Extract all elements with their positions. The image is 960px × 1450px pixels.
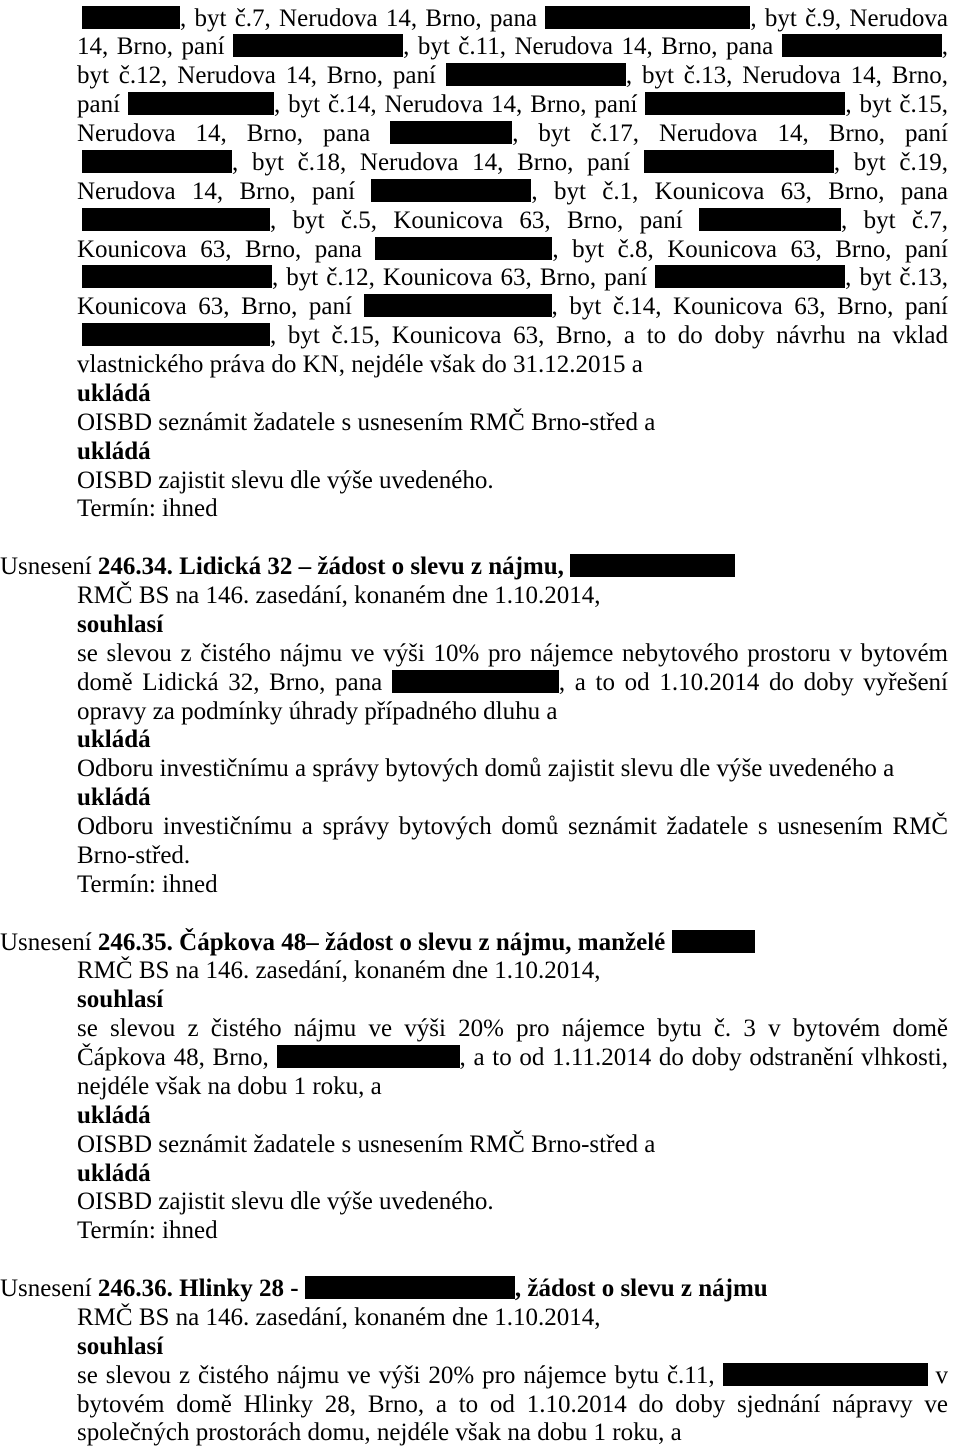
approval-verb-line xyxy=(77,1333,948,1362)
redaction-box xyxy=(82,323,270,346)
text-line xyxy=(77,236,948,265)
redaction-box xyxy=(545,6,750,29)
order-verb: ukládá xyxy=(77,1101,151,1129)
line-text: , byt č.9, Nerudova xyxy=(750,4,948,32)
body-line xyxy=(77,1044,948,1073)
redaction-box xyxy=(364,294,552,317)
previous-resolution-continuation xyxy=(0,5,960,525)
order-verb: ukládá xyxy=(77,726,151,754)
body-text: se slevou z čistého nájmu ve výši 20% pro nájemce bytu č.11, xyxy=(77,1361,723,1389)
text-line xyxy=(77,322,948,351)
redaction-box xyxy=(82,150,232,173)
body-text: se slevou z čistého nájmu ve výši 20% pro nájemce bytu č. 3 v bytovém domě xyxy=(77,1015,948,1043)
order-text-line xyxy=(77,409,948,438)
order-verb-line xyxy=(77,1102,948,1131)
line-text: paní xyxy=(77,91,128,119)
text-line xyxy=(77,264,948,293)
approval-verb: souhlasí xyxy=(77,986,164,1014)
redaction-box xyxy=(371,179,531,202)
line-text: Nerudova 14, Brno, paní xyxy=(77,177,372,205)
redaction-box xyxy=(446,63,626,86)
meeting-line xyxy=(77,582,948,611)
redaction-box xyxy=(672,930,755,953)
body-text: opravy za podmínky úhrady případného dluhu a xyxy=(77,697,558,725)
body-text: nejdéle však na dobu 1 roku, a xyxy=(77,1072,382,1100)
line-text: , byt č.11, Nerudova 14, Brno, pana xyxy=(403,33,782,61)
order-verb-line xyxy=(77,380,948,409)
order-text: OISBD seznámit žadatele s usnesením RMČ Brno-střed a xyxy=(77,408,656,436)
line-text: , byt č.8, Kounicova 63, Brno, paní xyxy=(552,235,948,263)
deadline-line xyxy=(77,495,948,524)
resolution-label: Usnesení xyxy=(0,553,92,581)
line-text: , byt č.15, Kounicova 63, Brno, a to do doby návrhu na vklad xyxy=(270,322,948,350)
redaction-box xyxy=(233,34,403,57)
order-verb: ukládá xyxy=(77,437,151,465)
redaction-box xyxy=(655,265,845,288)
redaction-box xyxy=(723,1363,928,1386)
redaction-box xyxy=(277,1045,460,1068)
body-line xyxy=(77,1073,948,1102)
text-line xyxy=(77,5,948,34)
text-line xyxy=(77,91,948,120)
body-text: se slevou z čistého nájmu ve výši 10% pro nájemce nebytového prostoru v bytovém xyxy=(77,639,948,667)
order-text: Brno-střed. xyxy=(77,841,191,869)
approval-verb: souhlasí xyxy=(77,610,164,638)
deadline-line xyxy=(77,1217,948,1246)
line-text: , byt č.13, xyxy=(845,264,949,292)
redaction-box xyxy=(644,150,834,173)
resolution-title: 246.36. Hlinky 28 - xyxy=(97,1275,305,1303)
order-text-line xyxy=(77,755,948,784)
text-line xyxy=(77,351,948,380)
resolution-246-35 xyxy=(0,929,960,1247)
order-text-line xyxy=(77,842,948,871)
redaction-box xyxy=(390,121,512,144)
resolution-heading xyxy=(0,553,948,582)
redaction-box xyxy=(82,265,272,288)
order-text-line xyxy=(77,1131,948,1160)
line-text: , byt č.18, Nerudova 14, Brno, paní xyxy=(232,148,644,176)
line-text: byt č.12, Nerudova 14, Brno, paní xyxy=(77,62,446,90)
redaction-box xyxy=(375,237,552,260)
meeting-text: RMČ BS na 146. zasedání, konaném dne 1.10.2014, xyxy=(77,957,601,985)
line-text: , byt č.5, Kounicova 63, Brno, paní xyxy=(270,206,699,234)
body-line xyxy=(77,640,948,669)
order-verb: ukládá xyxy=(77,1159,151,1187)
order-verb: ukládá xyxy=(77,784,151,812)
line-text: , byt č.7, xyxy=(841,206,948,234)
body-line xyxy=(77,1391,948,1420)
body-text: , a to od 1.10.2014 do doby vyřešení xyxy=(558,668,948,696)
order-text: OISBD zajistit slevu dle výše uvedeného. xyxy=(77,466,494,494)
body-line xyxy=(77,1015,948,1044)
redaction-box xyxy=(305,1276,515,1299)
resolution-246-34 xyxy=(0,553,960,900)
deadline-line xyxy=(77,871,948,900)
redaction-box xyxy=(82,6,180,29)
body-text: domě Lidická 32, Brno, pana xyxy=(77,668,392,696)
body-line xyxy=(77,669,948,698)
deadline: Termín: ihned xyxy=(77,1217,218,1245)
resolution-title: , žádost o slevu z nájmu xyxy=(514,1275,768,1303)
redaction-box xyxy=(782,34,942,57)
approval-verb: souhlasí xyxy=(77,1332,164,1360)
order-verb-line xyxy=(77,784,948,813)
line-text: , byt č.15, xyxy=(845,91,949,119)
order-text: OISBD zajistit slevu dle výše uvedeného. xyxy=(77,1188,494,1216)
paragraph-gap xyxy=(0,524,960,553)
redaction-box xyxy=(128,92,274,115)
line-text: , xyxy=(941,33,948,61)
resolution-title: 246.34. Lidická 32 – žádost o slevu z nájmu, xyxy=(97,553,571,581)
text-line xyxy=(77,149,948,178)
text-line xyxy=(77,293,948,322)
order-text-line xyxy=(77,467,948,496)
resolution-heading xyxy=(0,1275,948,1304)
order-text: Odboru investičnímu a správy bytových domů seznámit žadatele s usnesením RMČ xyxy=(77,813,948,841)
body-text: , a to od 1.11.2014 do doby odstranění vlhkosti, xyxy=(459,1044,948,1072)
resolution-246-36 xyxy=(0,1275,960,1448)
line-text: , byt č.13, Nerudova 14, Brno, xyxy=(625,62,948,90)
resolution-label: Usnesení xyxy=(0,1275,92,1303)
redaction-box xyxy=(699,208,841,231)
line-text: Nerudova 14, Brno, pana xyxy=(77,120,391,148)
body-text: bytovém domě Hlinky 28, Brno, a to od 1.10.2014 do doby sjednání nápravy ve xyxy=(77,1390,948,1418)
approval-verb-line xyxy=(77,986,948,1015)
redaction-box xyxy=(645,92,845,115)
text-line xyxy=(77,207,948,236)
order-text-line xyxy=(77,1188,948,1217)
redaction-box xyxy=(570,554,735,577)
text-line xyxy=(77,120,948,149)
resolution-heading xyxy=(0,929,948,958)
line-text: , byt č.17, Nerudova 14, Brno, paní xyxy=(512,120,949,148)
meeting-text: RMČ BS na 146. zasedání, konaném dne 1.10.2014, xyxy=(77,1303,601,1331)
text-line xyxy=(77,178,948,207)
redaction-box xyxy=(392,670,559,693)
body-line xyxy=(77,698,948,727)
paragraph-gap xyxy=(0,1246,960,1275)
body-line xyxy=(77,1419,948,1448)
order-verb: ukládá xyxy=(77,379,151,407)
order-text: Odboru investičnímu a správy bytových domů zajistit slevu dle výše uvedeného a xyxy=(77,755,895,783)
body-line xyxy=(77,1362,948,1391)
order-text: OISBD seznámit žadatele s usnesením RMČ Brno-střed a xyxy=(77,1130,656,1158)
line-text: Kounicova 63, Brno, pana xyxy=(77,235,376,263)
resolution-title: 246.35. Čápkova 48– žádost o slevu z nájmu, manželé xyxy=(97,928,672,956)
line-text: , byt č.7, Nerudova 14, Brno, pana xyxy=(180,4,546,32)
text-line xyxy=(77,33,948,62)
line-text: , byt č.1, Kounicova 63, Brno, pana xyxy=(531,177,948,205)
deadline: Termín: ihned xyxy=(77,870,218,898)
text-line xyxy=(77,62,948,91)
meeting-line xyxy=(77,1304,948,1333)
deadline: Termín: ihned xyxy=(77,495,218,523)
line-text: Kounicova 63, Brno, paní xyxy=(77,293,364,321)
line-text: , byt č.19, xyxy=(833,148,949,176)
body-text: společných prostorách domu, nejdéle však na dobu 1 roku, a xyxy=(77,1419,682,1447)
line-text: , byt č.14, Nerudova 14, Brno, paní xyxy=(273,91,646,119)
order-verb-line xyxy=(77,438,948,467)
line-text: 14, Brno, paní xyxy=(77,33,234,61)
body-text: v xyxy=(927,1361,948,1389)
body-text: Čápkova 48, Brno, xyxy=(77,1044,277,1072)
line-text: , byt č.12, Kounicova 63, Brno, paní xyxy=(272,264,656,292)
redaction-box xyxy=(82,208,270,231)
order-verb-line xyxy=(77,726,948,755)
order-verb-line xyxy=(77,1160,948,1189)
paragraph-gap xyxy=(0,900,960,929)
resolution-label: Usnesení xyxy=(0,928,92,956)
line-text: vlastnického práva do KN, nejdéle však do 31.12.2015 a xyxy=(77,351,643,379)
meeting-text: RMČ BS na 146. zasedání, konaném dne 1.10.2014, xyxy=(77,582,601,610)
approval-verb-line xyxy=(77,611,948,640)
order-text-line xyxy=(77,813,948,842)
meeting-line xyxy=(77,957,948,986)
line-text: , byt č.14, Kounicova 63, Brno, paní xyxy=(551,293,948,321)
